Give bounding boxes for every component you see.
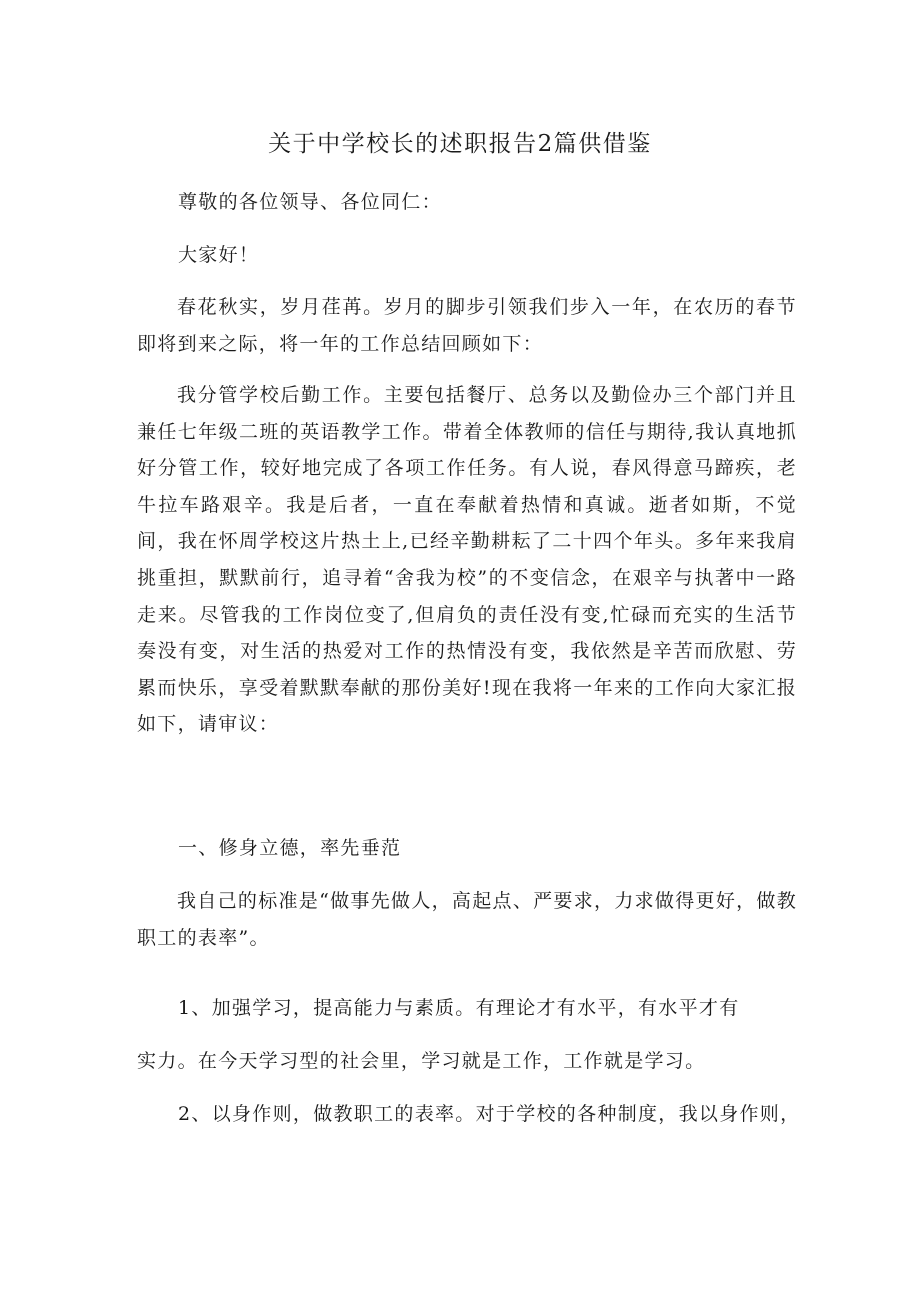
list-item-1-line-2: 实力。在今天学习型的社会里，学习就是工作，工作就是学习。 [137, 1050, 706, 1072]
list-item-1-line-1: 1、加强学习，提高能力与素质。有理论才有水平，有水平才有 [178, 997, 740, 1019]
document-title: 关于中学校长的述职报告2篇供借鉴 [268, 131, 652, 157]
paragraph-opening: 春花秋实，岁月荏苒。岁月的脚步引领我们步入一年，在农历的春节即将到来之际，将一年的工作总结回顾如下： [137, 296, 797, 355]
paragraph-standard: 我自己的标准是“做事先做人，高起点、严要求，力求做得更好，做教职工的表率”。 [137, 890, 798, 949]
greeting: 大家好！ [178, 244, 260, 266]
salutation: 尊敬的各位领导、各位同仁： [178, 191, 442, 213]
section-heading-1: 一、修身立德，率先垂范 [178, 837, 402, 859]
paragraph-work-summary: 我分管学校后勤工作。主要包括餐厅、总务以及勤俭办三个部门并且兼任七年级二班的英语教学工作。带着全体教师的信任与期待,我认真地抓好分管工作，较好地完成了各项工作任务。有人说，春风得意马蹄疾，老牛拉车路艰辛。我是后者，一直在奉献着热情和真诚。逝者如斯，不觉间，我在怀周学校这片热土上,已经辛勤耕耘了二十四个年头。多年来我肩挑重担，默默前行，追寻着“舍我为校”的不变信念，在艰辛与执著中一路走来。尽管我的工作岗位变了,但肩负的责任没有变,忙碌而充实的生活节奏没有变，对生活的热爱对工作的热情没有变，我依然是辛苦而欣慰、劳累而快乐，享受着默默奉献的那份美好!现在我将一年来的工作向大家汇报如下，请审议： [137, 384, 797, 736]
list-item-2: 2、以身作则，做教职工的表率。对于学校的各种制度，我以身作则， [178, 1103, 801, 1125]
